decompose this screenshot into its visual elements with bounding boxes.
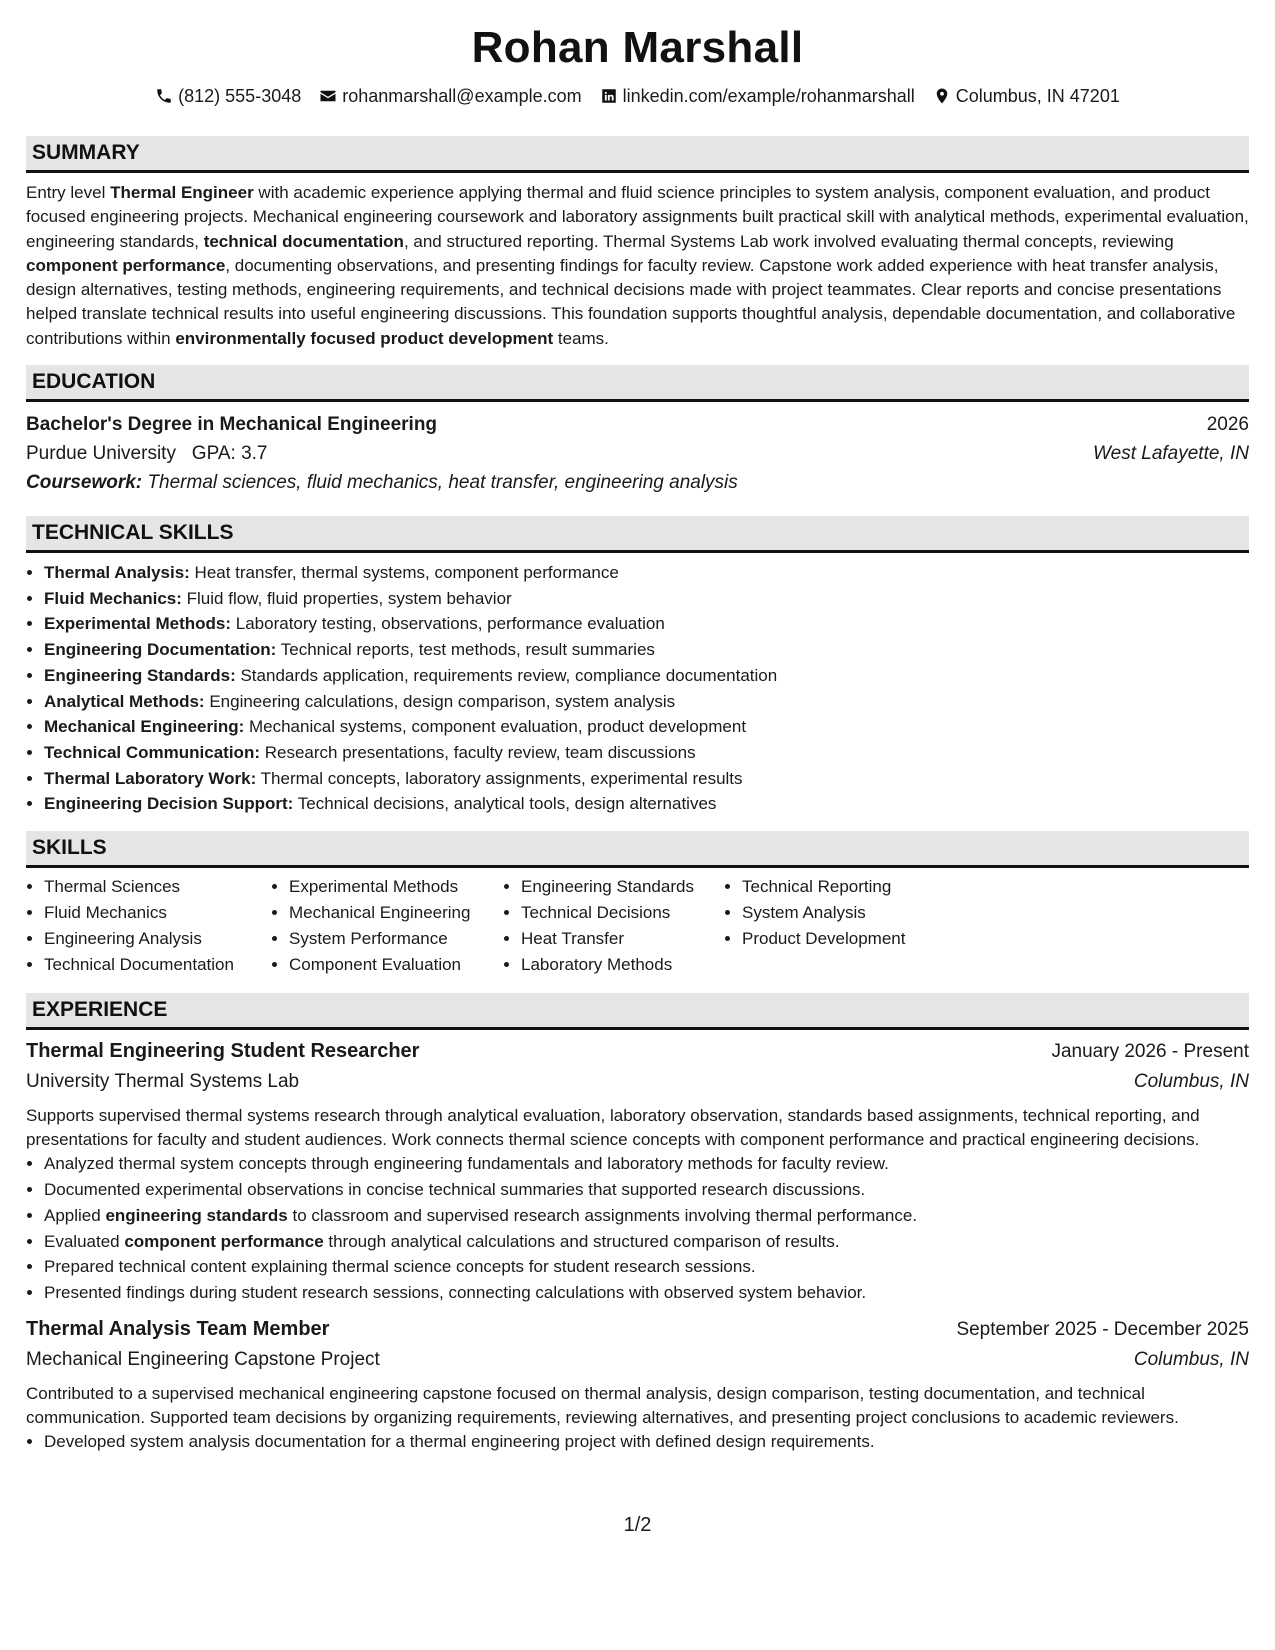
phone-text: (812) 555-3048 xyxy=(178,86,302,106)
text-run: Prepared technical content explaining thermal science concepts for student research sessions. xyxy=(44,1257,756,1277)
job-bullet xyxy=(44,1429,1249,1455)
skill-item: • Engineering Analysis xyxy=(44,926,271,952)
text-run: Entry level xyxy=(26,183,111,202)
summary-section xyxy=(26,136,1249,351)
skills-section xyxy=(26,831,1249,977)
school-line xyxy=(26,439,267,468)
technical-skills-section xyxy=(26,516,1249,817)
job-bullets xyxy=(26,1151,1249,1306)
section-heading: EXPERIENCE xyxy=(26,993,1249,1030)
section-heading: SUMMARY xyxy=(26,136,1249,173)
skill-item: • Engineering Standards xyxy=(521,874,724,900)
job-dates: September 2025 - December 2025 xyxy=(956,1319,1249,1341)
job-description: Supports supervised thermal systems research through analytical evaluation, laboratory observation, standards based assignments, technical reporting, and presentations for faculty and student audiences. Work connects thermal science concepts with component performance and practical engineering decisions. xyxy=(26,1106,1200,1149)
skill-details: Technical reports, test methods, result summaries xyxy=(276,640,655,660)
text-run: Documented experimental observations in concise technical summaries that supported research discussions. xyxy=(44,1180,866,1200)
technical-skill-item xyxy=(44,766,1249,792)
technical-skill-item xyxy=(44,740,1249,766)
contact-linkedin[interactable] xyxy=(600,84,915,108)
job-location: Columbus, IN xyxy=(1133,1349,1249,1371)
school-name: Purdue University xyxy=(26,443,176,465)
skill-item: • Technical Documentation xyxy=(44,952,271,978)
job-bullet xyxy=(44,1177,1249,1203)
technical-skill-item xyxy=(44,611,1249,637)
job-bullet xyxy=(44,1203,1249,1229)
skill-details: Technical decisions, analytical tools, design alternatives xyxy=(293,794,717,814)
skill-category: Thermal Analysis: xyxy=(44,563,190,583)
text-run: Evaluated xyxy=(44,1231,125,1251)
skill-item: • System Performance xyxy=(289,926,503,952)
bold-text: engineering standards xyxy=(105,1205,288,1225)
candidate-name: Rohan Marshall xyxy=(471,23,804,72)
job-entry xyxy=(26,1036,1249,1306)
job-title: Thermal Engineering Student Researcher xyxy=(26,1040,420,1063)
technical-skill-item xyxy=(44,637,1249,663)
skills-grid xyxy=(26,874,1249,977)
text-run: , and structured reporting. Thermal Systems Lab work involved evaluating thermal concepts, reviewing xyxy=(403,231,1174,251)
text-run: Analyzed thermal system concepts through engineering fundamentals and laboratory methods for faculty review. xyxy=(44,1154,889,1174)
contact-phone xyxy=(155,84,301,108)
contact-location xyxy=(933,84,1120,108)
section-heading: TECHNICAL SKILLS xyxy=(26,516,1249,553)
section-heading: EDUCATION xyxy=(26,365,1249,402)
skill-category: Engineering Standards: xyxy=(44,665,236,685)
skill-details: Thermal concepts, laboratory assignments, experimental results xyxy=(256,768,743,788)
skill-item: • Mechanical Engineering xyxy=(289,900,503,926)
skill-item: • Thermal Sciences xyxy=(44,874,271,900)
location-pin-icon xyxy=(933,87,951,105)
skill-category: Engineering Decision Support: xyxy=(44,794,294,814)
school-location: West Lafayette, IN xyxy=(1093,443,1249,465)
text-run: Applied xyxy=(44,1205,106,1225)
technical-skill-item xyxy=(44,714,1249,740)
skill-category: Engineering Documentation: xyxy=(44,640,277,660)
skill-item: • Laboratory Methods xyxy=(521,952,724,978)
education-entry xyxy=(26,410,1249,498)
skill-details: Laboratory testing, observations, performance evaluation xyxy=(231,614,665,634)
skill-item: • Experimental Methods xyxy=(289,874,503,900)
skill-category: Mechanical Engineering: xyxy=(44,717,245,737)
text-run: , documenting observations, and presenting findings for faculty review. Capstone work added experience with heat transfer analysis, design alternatives, testing methods, engineering requirements, and technical decisions made with project teammates. Clear reports and concise presentations helped translate technical results into useful engineering discussions. This foundation supports thoughtful analysis, dependable documentation, and collaborative contributions within xyxy=(26,255,1236,348)
skill-details: Standards application, requirements review, compliance documentation xyxy=(235,665,778,685)
skill-category: Thermal Laboratory Work: xyxy=(44,768,257,788)
skill-item: • Component Evaluation xyxy=(289,952,503,978)
skill-item: • Heat Transfer xyxy=(521,926,724,952)
job-location: Columbus, IN xyxy=(1133,1071,1249,1093)
skill-item: • Fluid Mechanics xyxy=(44,900,271,926)
technical-skill-item xyxy=(44,663,1249,689)
contact-email[interactable] xyxy=(319,84,581,108)
graduation-year: 2026 xyxy=(1206,414,1249,436)
linkedin-link[interactable]: linkedin.com/example/rohanmarshall xyxy=(622,86,915,106)
linkedin-icon xyxy=(600,87,618,105)
contact-bar xyxy=(26,84,1249,108)
bold-text: component performance xyxy=(26,255,226,275)
job-bullet xyxy=(44,1229,1249,1255)
experience-section xyxy=(26,993,1249,1455)
coursework-label: Coursework: xyxy=(26,472,143,494)
bold-text: component performance xyxy=(124,1231,324,1251)
job-organization: University Thermal Systems Lab xyxy=(26,1071,300,1093)
text-run: Presented findings during student research sessions, connecting calculations with observed system behavior. xyxy=(44,1283,867,1303)
location-text: Columbus, IN 47201 xyxy=(955,86,1120,106)
phone-icon xyxy=(155,87,173,105)
technical-skill-item xyxy=(44,586,1249,612)
skill-details: Mechanical systems, component evaluation, product development xyxy=(244,717,747,737)
text-run: to classroom and supervised research assignments involving thermal performance. xyxy=(287,1205,918,1225)
job-description: Contributed to a supervised mechanical engineering capstone focused on thermal analysis, design comparison, testing documentation, and technical communication. Supported team decisions by organizing requirements, reviewing alternatives, and presenting project conclusions to academic reviewers. xyxy=(26,1384,1179,1427)
skill-details: Fluid flow, fluid properties, system behavior xyxy=(181,588,512,608)
job-entry xyxy=(26,1314,1249,1455)
bold-text: Thermal Engineer xyxy=(110,183,254,202)
skill-category: Fluid Mechanics: xyxy=(44,588,182,608)
gpa: GPA: 3.7 xyxy=(191,443,268,465)
text-run: through analytical calculations and structured comparison of results. xyxy=(323,1231,840,1251)
skill-item: • Product Development xyxy=(742,926,984,952)
skills-column xyxy=(724,874,984,977)
skills-column xyxy=(503,874,724,977)
skill-category: Technical Communication: xyxy=(44,743,260,762)
job-bullet xyxy=(44,1254,1249,1280)
skill-item: • Technical Reporting xyxy=(742,874,984,900)
skill-item: • System Analysis xyxy=(742,900,984,926)
skill-category: Analytical Methods: xyxy=(44,691,205,711)
experience-list xyxy=(26,1036,1249,1455)
technical-skill-item xyxy=(44,560,1249,586)
technical-skill-item xyxy=(44,791,1249,817)
job-bullet xyxy=(44,1151,1249,1177)
degree-title: Bachelor's Degree in Mechanical Engineering xyxy=(26,414,438,436)
job-bullets xyxy=(26,1429,1249,1455)
section-heading: SKILLS xyxy=(26,831,1249,868)
text-run: with academic experience applying thermal and fluid science principles to system analysis, component evaluation, and product focused engineering projects. Mechanical engineering coursework and laboratory assignments built practical skill with analytical methods, experimental evaluation, engineering standards, xyxy=(26,183,1249,251)
skill-details: Research presentations, faculty review, team discussions xyxy=(260,743,696,762)
education-section xyxy=(26,365,1249,498)
coursework xyxy=(26,468,1249,498)
skills-column xyxy=(26,874,271,977)
bold-text: environmentally focused product development xyxy=(175,328,554,348)
bold-text: technical documentation xyxy=(203,231,404,251)
skill-details: Heat transfer, thermal systems, component performance xyxy=(189,563,619,583)
page-number: 1/2 xyxy=(623,1514,652,1536)
job-bullet xyxy=(44,1280,1249,1306)
envelope-icon xyxy=(319,87,337,105)
skill-category: Experimental Methods: xyxy=(44,614,232,634)
skill-item: • Technical Decisions xyxy=(521,900,724,926)
skills-column xyxy=(271,874,503,977)
email-link[interactable]: rohanmarshall@example.com xyxy=(342,86,582,106)
summary-paragraph xyxy=(26,181,1249,351)
technical-skills-list xyxy=(26,560,1249,817)
job-dates: January 2026 - Present xyxy=(1051,1041,1249,1063)
text-run: teams. xyxy=(553,328,609,348)
job-organization: Mechanical Engineering Capstone Project xyxy=(26,1349,380,1371)
job-title: Thermal Analysis Team Member xyxy=(26,1318,330,1341)
skill-details: Engineering calculations, design comparison, system analysis xyxy=(204,691,676,711)
text-run: Developed system analysis documentation for a thermal engineering project with defined design requirements. xyxy=(44,1432,875,1452)
coursework-text: Thermal sciences, fluid mechanics, heat transfer, engineering analysis xyxy=(142,472,738,494)
technical-skill-item xyxy=(44,689,1249,715)
